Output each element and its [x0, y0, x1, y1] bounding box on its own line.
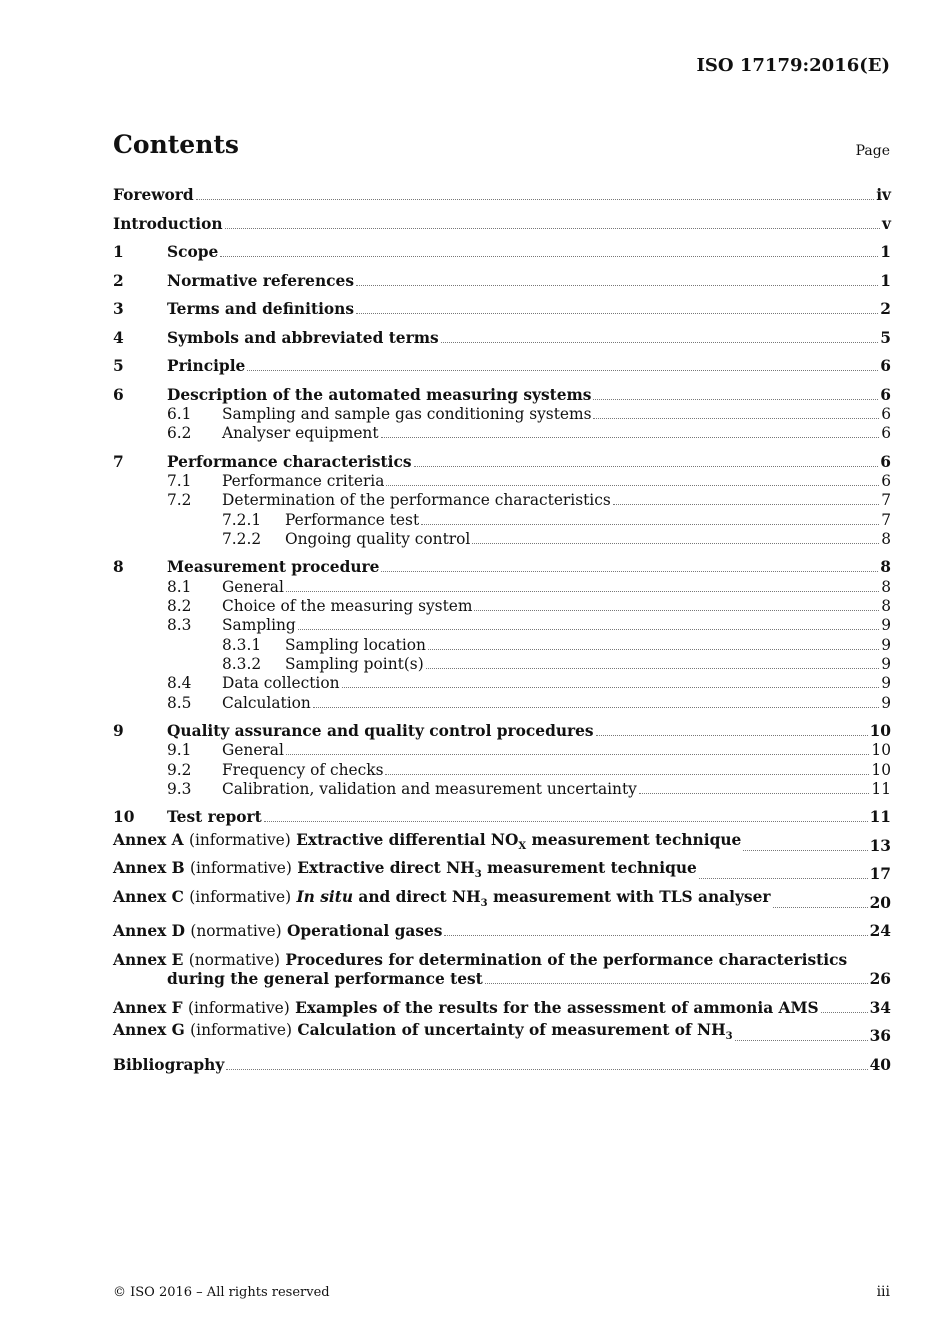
annex-title-subscript: 3 [480, 897, 488, 909]
toc-entry-page: 1 [880, 243, 891, 262]
toc-entry[interactable] [113, 186, 891, 205]
toc-entry[interactable] [113, 243, 891, 262]
annex-name: Annex B [113, 859, 185, 878]
toc-entry-annex-e[interactable] [113, 951, 891, 990]
toc-entry-annex-d[interactable] [113, 922, 891, 941]
toc-entry-label: General [222, 577, 284, 596]
toc-entry-number: 7.2.2 [222, 529, 262, 548]
toc-entry[interactable] [113, 530, 891, 549]
toc-entry-page: 11 [871, 779, 891, 798]
toc-entry-label: Symbols and abbreviated terms [167, 328, 439, 347]
annex-name: Annex D [113, 922, 185, 941]
toc-entry-annex-f[interactable] [113, 998, 891, 1017]
toc-entry-annex-b[interactable] [113, 859, 891, 884]
toc-entry-annex-c[interactable] [113, 887, 891, 913]
annex-name: Annex F [113, 998, 183, 1017]
annex-title: Extractive differential NO [296, 830, 519, 849]
toc-entry-number: 6.2 [167, 424, 192, 443]
leader-dots [441, 341, 879, 343]
toc-entry-number: 8 [113, 558, 124, 577]
toc-entry-page: 9 [881, 654, 891, 673]
leader-dots [196, 198, 875, 200]
toc-entry-number: 7 [113, 452, 124, 471]
toc-entry[interactable] [113, 300, 891, 319]
toc-entry-page: 6 [881, 404, 891, 423]
toc-entry[interactable] [113, 472, 891, 491]
annex-title: Operational gases [286, 922, 443, 941]
toc-entry-page: 20 [869, 893, 891, 912]
toc-entry-number: 9.2 [167, 760, 192, 779]
annex-title: Procedures for determination of the performance characteristics [285, 950, 848, 969]
annex-name: Annex C [113, 887, 184, 906]
toc-entry[interactable] [113, 452, 891, 471]
toc-entry-label: Description of the automated measuring systems [167, 385, 592, 404]
leader-dots [444, 934, 867, 936]
toc-entry[interactable] [113, 424, 891, 443]
toc-entry[interactable] [113, 674, 891, 693]
leader-dots [743, 849, 867, 851]
toc-entry-annex-g[interactable] [113, 1020, 891, 1046]
toc-entry-page: 6 [880, 452, 891, 471]
toc-entry-label [113, 922, 442, 941]
toc-entry[interactable] [113, 741, 891, 760]
leader-dots [428, 648, 879, 650]
leader-dots [593, 398, 878, 400]
leader-dots [699, 877, 868, 879]
toc-entry[interactable] [113, 597, 891, 616]
toc-entry-page: 24 [869, 922, 891, 941]
toc-entry-number: 8.2 [167, 597, 192, 616]
toc-entry-bibliography[interactable] [113, 1055, 891, 1074]
leader-dots [593, 417, 879, 419]
toc-entry[interactable] [113, 357, 891, 376]
table-of-contents [113, 186, 891, 1075]
leader-dots [226, 1068, 867, 1070]
toc-entry-page: 8 [881, 577, 891, 596]
leader-dots [821, 1011, 868, 1013]
toc-entry-number: 7.2 [167, 491, 192, 510]
leader-dots [220, 255, 878, 257]
toc-entry-page: iv [876, 186, 891, 205]
annex-kind: (informative) [187, 998, 290, 1017]
leader-dots [381, 436, 880, 438]
toc-entry[interactable] [113, 558, 891, 577]
toc-entry[interactable] [113, 780, 891, 799]
toc-entry-label: Sampling and sample gas conditioning systems [222, 404, 592, 423]
annex-title: and direct NH [353, 887, 481, 906]
toc-entry-label: Measurement procedure [167, 558, 380, 577]
toc-entry-label [113, 951, 891, 970]
toc-entry-page: 10 [869, 722, 891, 740]
leader-dots [485, 982, 868, 984]
annex-title-line2: during the general performance test [167, 969, 483, 988]
toc-entry-label: Calibration, validation and measurement uncertainty [222, 779, 637, 798]
toc-entry-page: 6 [881, 472, 891, 491]
toc-entry-number: 2 [113, 271, 124, 290]
toc-entry-label: Analyser equipment [222, 424, 379, 443]
toc-entry-number: 7.2.1 [222, 510, 262, 529]
annex-title: Calculation of uncertainty of measurement of NH [297, 1020, 726, 1039]
leader-dots [414, 465, 879, 467]
leader-dots [472, 542, 879, 544]
toc-entry-label [113, 999, 819, 1018]
leader-dots [286, 753, 870, 755]
toc-entry-number: 8.5 [167, 693, 192, 712]
annex-kind: (informative) [190, 859, 292, 878]
leader-dots [474, 609, 879, 611]
toc-entry-label: Sampling location [285, 635, 426, 654]
toc-entry-page: 26 [869, 969, 891, 988]
annex-title: Extractive direct NH [297, 859, 475, 878]
toc-entry-page: 8 [881, 529, 891, 548]
toc-entry-number: 4 [113, 328, 124, 347]
toc-entry-page: 10 [871, 760, 891, 779]
toc-entry-label: Normative references [167, 271, 354, 290]
toc-entry-number: 8.3.2 [222, 654, 262, 673]
leader-dots [313, 706, 879, 708]
toc-entry-page: 13 [869, 836, 891, 855]
toc-entry-page: 7 [881, 491, 891, 510]
leader-dots [381, 570, 878, 572]
page-number: iii [876, 1284, 890, 1300]
toc-entry[interactable] [113, 577, 891, 596]
annex-name: Annex A [113, 830, 184, 849]
annex-name: Annex E [113, 950, 184, 969]
leader-dots [421, 523, 879, 525]
leader-dots [735, 1039, 868, 1041]
toc-entry-label: Data collection [222, 674, 340, 693]
toc-entry-number: 6.1 [167, 404, 192, 423]
toc-entry-number: 9.1 [167, 741, 192, 760]
toc-entry-label: Ongoing quality control [285, 529, 471, 548]
toc-entry-number: 5 [113, 357, 124, 376]
annex-title-subscript: 3 [725, 1031, 733, 1043]
toc-entry-label: Choice of the measuring system [222, 597, 473, 616]
leader-dots [639, 792, 870, 794]
toc-entry-page: 9 [881, 674, 891, 693]
toc-entry-label [113, 888, 771, 913]
leader-dots [385, 773, 869, 775]
toc-entry-label: Calculation [222, 693, 311, 712]
annex-kind: (normative) [188, 950, 280, 969]
toc-entry-page: 6 [880, 357, 891, 376]
toc-entry-number: 8.4 [167, 674, 192, 693]
toc-entry-number: 10 [113, 808, 135, 827]
toc-entry-label: Bibliography [113, 1055, 225, 1074]
toc-entry-label [113, 831, 741, 856]
toc-entry-page: 10 [871, 741, 891, 760]
toc-entry-number: 8.1 [167, 577, 192, 596]
toc-entry-label: Frequency of checks [222, 760, 384, 779]
toc-entry-number: 7.1 [167, 472, 192, 491]
leader-dots [356, 312, 878, 314]
toc-entry-number: 3 [113, 300, 124, 319]
toc-entry-page: 36 [869, 1027, 891, 1046]
toc-entry-page: 17 [869, 865, 891, 884]
toc-entry-label [113, 1021, 733, 1046]
toc-entries [113, 186, 891, 827]
toc-entry[interactable] [113, 271, 891, 290]
toc-entry-page: 8 [880, 558, 891, 577]
annex-kind: (informative) [188, 830, 291, 849]
toc-entry[interactable] [113, 655, 891, 674]
leader-dots [773, 906, 868, 908]
toc-entry[interactable] [113, 616, 891, 635]
toc-entry-page: 6 [881, 424, 891, 443]
toc-entry-label: Quality assurance and quality control procedures [167, 722, 594, 740]
toc-entry[interactable] [113, 760, 891, 779]
toc-entry-label: Foreword [113, 186, 194, 205]
toc-entry-page: 5 [880, 328, 891, 347]
toc-entry-page: 11 [869, 808, 891, 827]
leader-dots [264, 820, 868, 822]
toc-entry-page: 9 [881, 635, 891, 654]
toc-entry-number: 6 [113, 385, 124, 404]
toc-entry-label: Test report [167, 808, 262, 827]
toc-entry-page: 8 [881, 597, 891, 616]
toc-entry-annex-a[interactable] [113, 830, 891, 856]
toc-entry-number: 1 [113, 243, 124, 262]
toc-entry-label: Determination of the performance characteristics [222, 491, 611, 510]
toc-entry[interactable] [113, 510, 891, 529]
toc-entry-page: 7 [881, 510, 891, 529]
toc-entry[interactable] [113, 405, 891, 424]
toc-entry-label-continuation [113, 970, 891, 989]
leader-dots [225, 227, 880, 229]
leader-dots [386, 484, 879, 486]
toc-entry[interactable] [113, 491, 891, 510]
leader-dots [613, 503, 879, 505]
annex-name: Annex G [113, 1020, 185, 1039]
annex-kind: (normative) [190, 922, 282, 941]
toc-entry-label: Performance characteristics [167, 452, 412, 471]
page-title: Contents [113, 130, 240, 159]
toc-entry-page: 6 [880, 385, 891, 404]
annex-kind: (informative) [189, 887, 292, 906]
toc-entry-label: Performance test [285, 510, 420, 529]
toc-entry-page: 9 [881, 616, 891, 635]
toc-entry[interactable] [113, 328, 891, 347]
toc-entry-label: Sampling point(s) [285, 654, 424, 673]
toc-entry-label: Sampling [222, 616, 296, 635]
annex-title-end: measurement technique [526, 830, 742, 849]
toc-entry-label: Terms and definitions [167, 300, 355, 319]
toc-entry-label: Principle [167, 357, 246, 376]
leader-dots [342, 686, 880, 688]
leader-dots [247, 369, 878, 371]
toc-entry-number: 8.3.1 [222, 635, 262, 654]
toc-entry-label: Scope [167, 243, 219, 262]
toc-entry-page: v [882, 214, 891, 233]
annex-title-subscript: X [518, 840, 527, 852]
leader-dots [426, 667, 879, 669]
toc-entry[interactable] [113, 722, 891, 741]
toc-entry[interactable] [113, 214, 891, 233]
toc-entry-label [113, 859, 697, 884]
toc-entry-page: 40 [869, 1055, 891, 1074]
toc-entry-page: 34 [869, 998, 891, 1017]
toc-entry-label: Introduction [113, 214, 223, 233]
annex-title: Examples of the results for the assessment of ammonia AMS [295, 998, 819, 1017]
toc-entry[interactable] [113, 635, 891, 654]
annex-title-subscript: 3 [474, 869, 482, 881]
document-id: ISO 17179:2016(E) [696, 55, 890, 76]
toc-entry[interactable] [113, 808, 891, 827]
toc-entry-number: 9 [113, 722, 124, 740]
toc-entry-number: 8.3 [167, 616, 192, 635]
page-column-label: Page [855, 143, 890, 159]
copyright-notice: © ISO 2016 – All rights reserved [113, 1285, 330, 1300]
toc-entry-page: 2 [880, 300, 891, 319]
toc-entry-page: 1 [880, 271, 891, 290]
toc-entry-label: Performance criteria [222, 472, 385, 491]
annex-title-end: measurement technique [481, 859, 697, 878]
leader-dots [298, 628, 879, 630]
toc-entry[interactable] [113, 693, 891, 712]
leader-dots [596, 734, 868, 736]
annex-kind: (informative) [190, 1020, 292, 1039]
annex-title-italic: In situ [296, 887, 354, 906]
leader-dots [356, 284, 878, 286]
annex-title-end: measurement with TLS analyser [487, 887, 771, 906]
toc-entry-label: General [222, 741, 284, 760]
toc-entry-number: 9.3 [167, 779, 192, 798]
leader-dots [286, 590, 879, 592]
toc-entry[interactable] [113, 385, 891, 404]
toc-entry-page: 9 [881, 693, 891, 712]
